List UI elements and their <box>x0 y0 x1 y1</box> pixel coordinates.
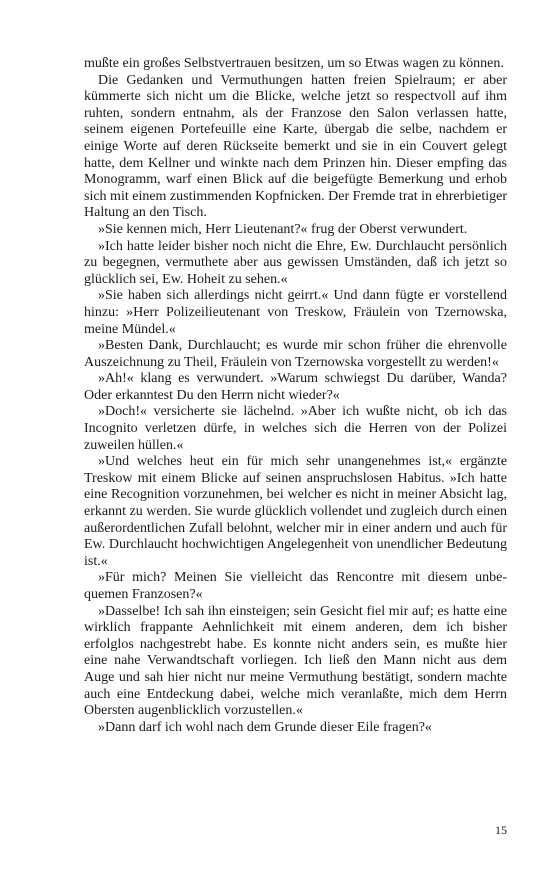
paragraph-4: »Ich hatte leider bisher noch nicht die Ehre, Ew. Durchlaucht persönlich zu begegnen, vermuthete aber aus gewissen Umständen, daß ich jetzt so glücklich sei, Ew. Hoheit zu sehen.« <box>84 238 507 287</box>
paragraph-5: »Sie haben sich allerdings nicht geirrt.« Und dann fügte er vorstellend hinzu: »Herr Polizeilieutenant von Treskow, Fräulein von Tzernowska, meine Mündel.« <box>84 288 507 337</box>
paragraph-7: »Ah!« klang es verwundert. »Warum schwiegst Du darüber, Wanda? Oder erkanntest Du den Herrn nicht wieder?« <box>84 371 507 403</box>
paragraph-8: »Doch!« versicherte sie lächelnd. »Aber ich wußte nicht, ob ich das Incognito verletzen dürfe, in welches sich die Herren von der Polizei zuweilen hüllen.« <box>84 404 507 453</box>
paragraph-3: »Sie kennen mich, Herr Lieutenant?« frug der Oberst verwundert. <box>98 221 468 237</box>
paragraph-11: »Dasselbe! Ich sah ihn einsteigen; sein Gesicht fiel mir auf; es hatte eine wirklich frappante Aehnlichkeit mit einem anderen, dem ich bisher erfolglos nachgestrebt habe. Es konnte nicht anders sein, es mußte hier eine nahe Verwandtschaft vorliegen. Ich ließ den Mann nicht aus dem Auge und sah hier nicht nur meine Vermuthung bestätigt, sondern machte auch eine Entdeckung dabei, welche mich veranlaßte, mich dem Herrn Obersten augenblicklich vorzustellen.« <box>84 603 507 719</box>
paragraph-9: »Und welches heut ein für mich sehr unangenehmes ist,« ergänzte Treskow mit einem Blicke auf seinen anspruchslosen Habitus. »Ich hatte eine Recognition vorzunehmen, bei welcher es nicht in meiner Absicht lag, erkannt zu werden. Sie wurde glücklich vollendet und zugleich durch einen außerordentlichen Zufall belohnt, welcher mir in einer andern und auch für Ew. Durchlaucht hochwichtigen Angelegenheit von unendlicher Bedeutung ist.« <box>84 454 507 569</box>
paragraph-12: »Dann darf ich wohl nach dem Grunde dieser Eile fragen?« <box>98 719 432 735</box>
paragraph-2: Die Gedanken und Vermuthungen hatten freien Spielraum; er aber kümmerte sich nicht um die Blicke, welche jetzt so respectvoll auf ihm ruhten, sondern entnahm, als der Franzose den Salon verlassen hatte, seinem eigenen Portefeuille eine Karte, übergab die selbe, nachdem er einige Worte auf deren Rückseite bemerkt und sie in ein Couvert gelegt hatte, dem Kellner und winkte nach dem Prinzen hin. Dieser empfing das Monogramm, warf einen Blick auf die beigefügte Bemerkung und erhob sich mit einem zustimmenden Kopfnicken. Der Fremde trat in ehrerbietiger Haltung an den Tisch. <box>84 72 507 221</box>
paragraph-1: mußte ein großes Selbstvertrauen besitzen, um so Etwas wagen zu können. <box>84 56 504 71</box>
page-number: 15 <box>495 823 507 837</box>
book-page-text <box>84 56 507 736</box>
paragraph-10: »Für mich? Meinen Sie vielleicht das Rencontre mit diesem unbequemen Franzosen?« <box>84 570 507 602</box>
paragraph-6: »Besten Dank, Durchlaucht; es wurde mir schon früher die ehrenvolle Auszeichnung zu Theil, Fräulein von Tzernowska vorgestellt zu werden!« <box>84 338 507 370</box>
